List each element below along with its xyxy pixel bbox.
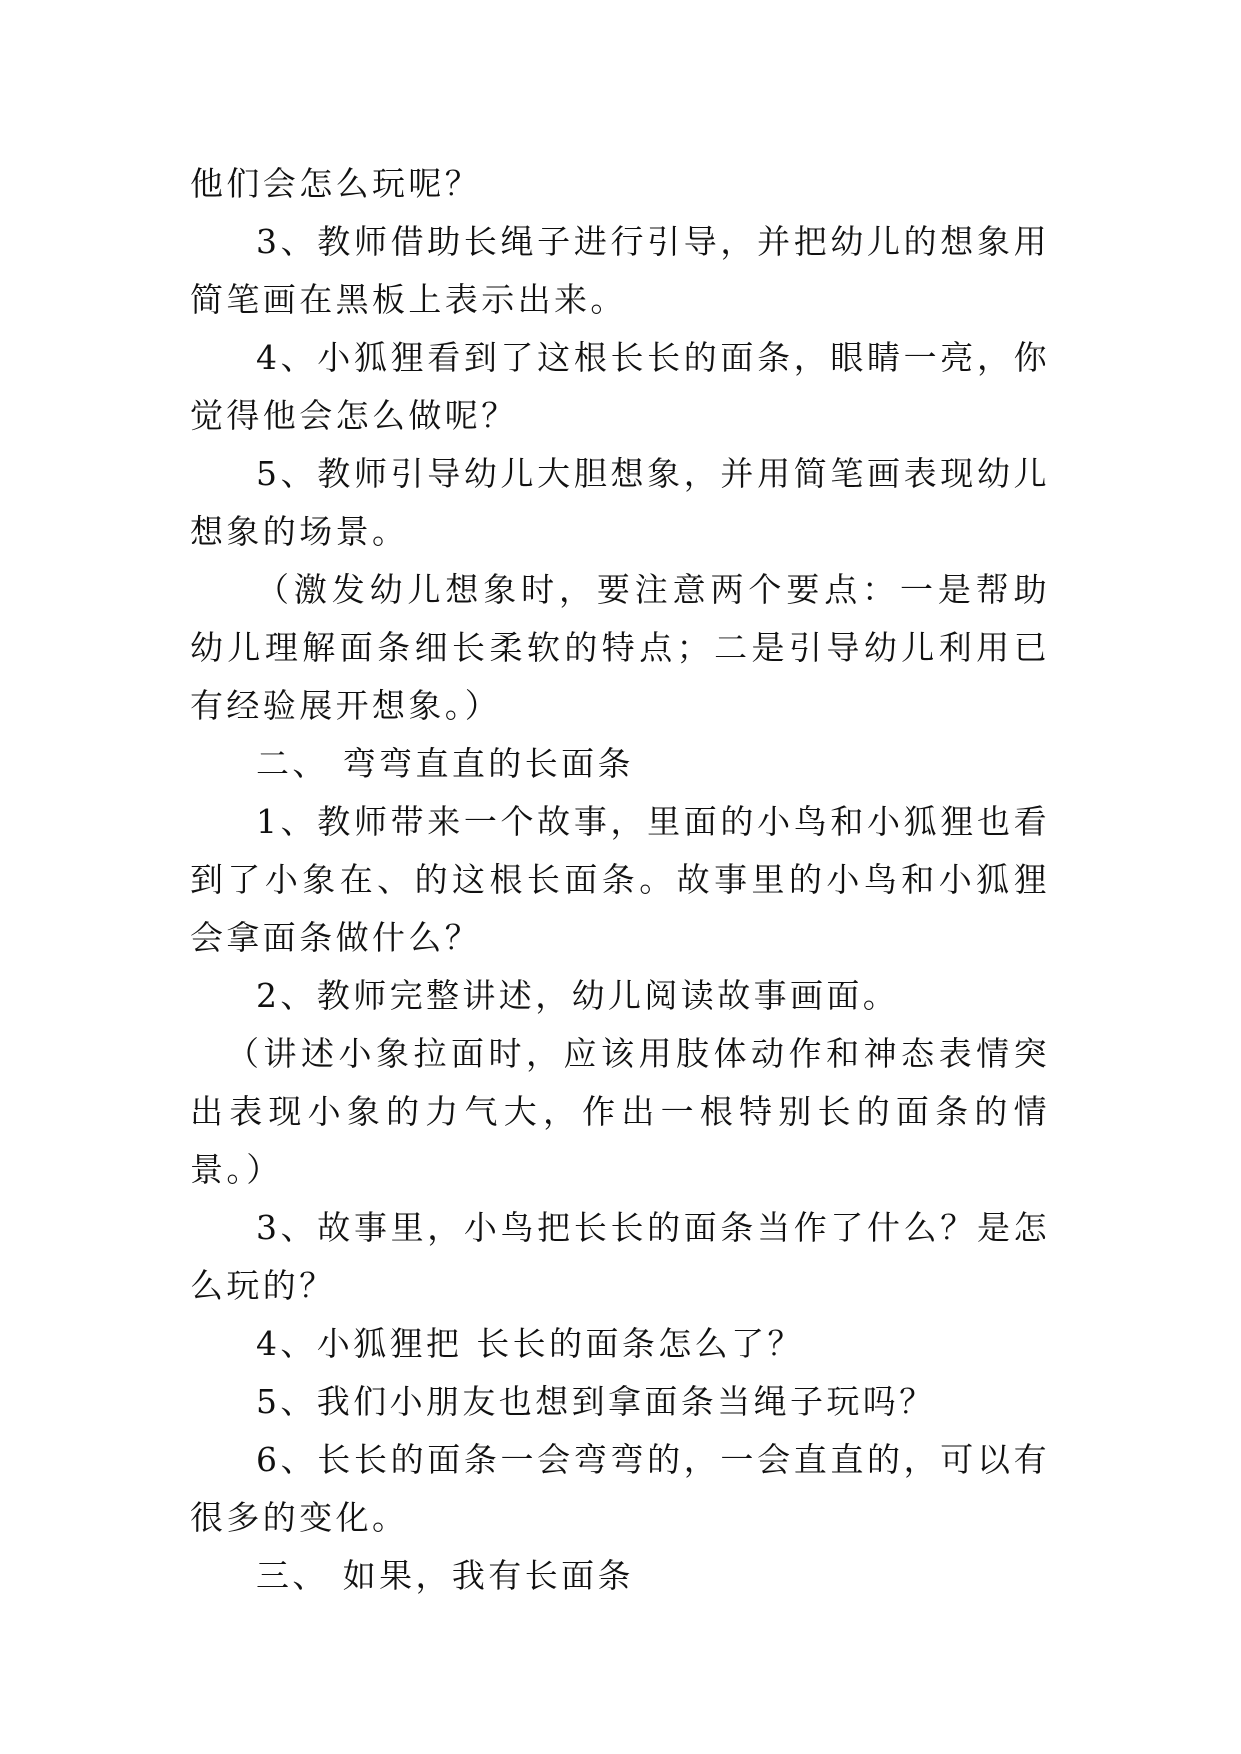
- paragraph: 5、教师引导幼儿大胆想象，并用简笔画表现幼儿想象的场景。: [190, 454, 1050, 551]
- section-heading: 三、 如果，我有长面条: [256, 1556, 634, 1595]
- paragraph: 3、教师借助长绳子进行引导，并把幼儿的想象用简笔画在黑板上表示出来。: [190, 222, 1050, 319]
- note-paragraph: （讲述小象拉面时，应该用肢体动作和神态表情突出表现小象的力气大，作出一根特别长的面条的情景。）: [190, 1034, 1050, 1189]
- note-paragraph: （激发幼儿想象时，要注意两个要点：一是帮助幼儿理解面条细长柔软的特点；二是引导幼儿利用已有经验展开想象。）: [190, 570, 1050, 725]
- paragraph: 他们会怎么玩呢？: [190, 164, 482, 203]
- section-heading: 二、 弯弯直直的长面条: [256, 744, 634, 783]
- paragraph: 2、教师完整讲述，幼儿阅读故事画面。: [256, 976, 900, 1015]
- document-body: [190, 155, 1050, 1605]
- paragraph: 4、小狐狸看到了这根长长的面条，眼睛一亮，你觉得他会怎么做呢？: [190, 338, 1050, 435]
- paragraph: 1、教师带来一个故事，里面的小鸟和小狐狸也看到了小象在、的这根长面条。故事里的小鸟和小狐狸会拿面条做什么？: [190, 802, 1050, 957]
- paragraph: 6、长长的面条一会弯弯的，一会直直的，可以有很多的变化。: [190, 1440, 1050, 1537]
- paragraph: 4、小狐狸把 长长的面条怎么了？: [256, 1324, 804, 1363]
- paragraph: 3、故事里，小鸟把长长的面条当作了什么？是怎么玩的？: [190, 1208, 1050, 1305]
- paragraph: 5、我们小朋友也想到拿面条当绳子玩吗？: [256, 1382, 936, 1421]
